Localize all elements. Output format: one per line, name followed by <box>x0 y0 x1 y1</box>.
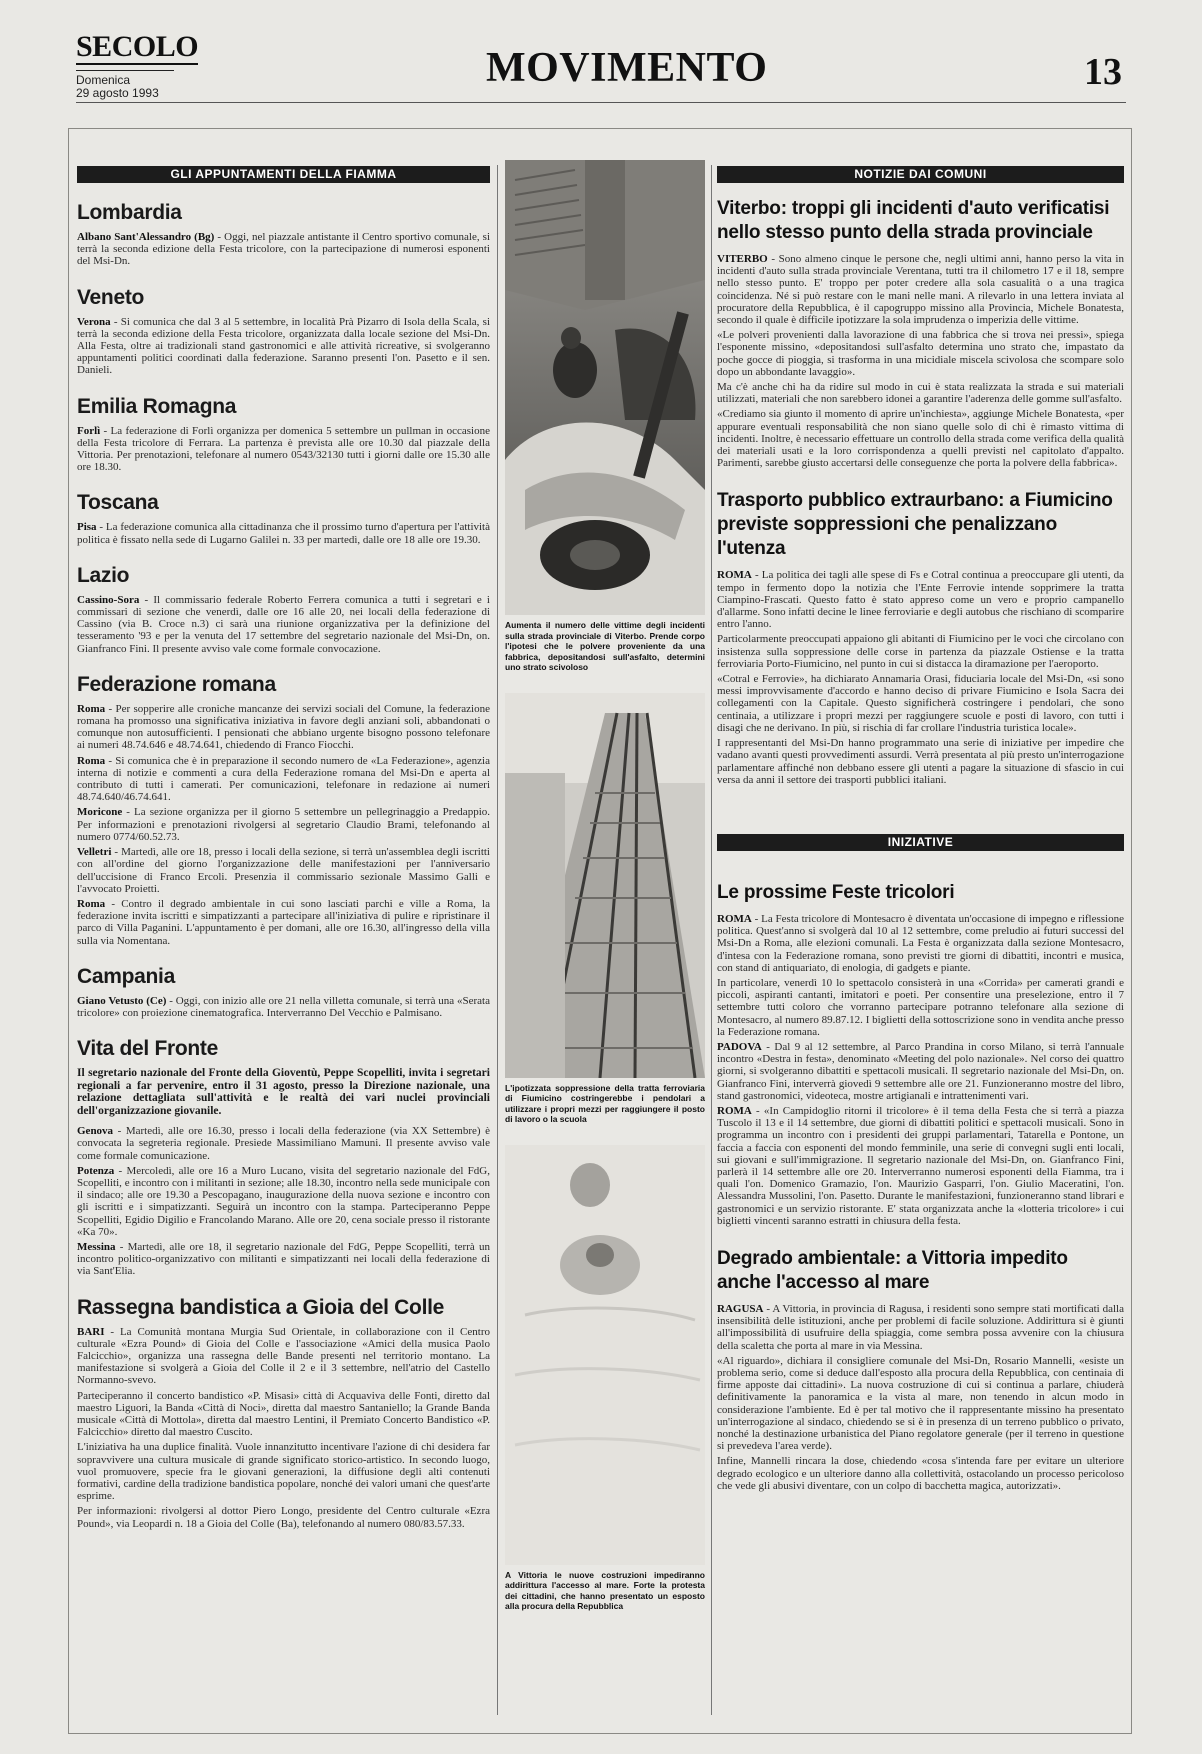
place-name: Moricone <box>77 806 123 819</box>
item-text: - La federazione di Forlì organizza per domenica 5 settembre un pullman in occasione della Festa tricolore di Ferrara. La partenza è prevista alle ore 10.30 dal piazzale della Vittoria. Per prenotazioni, telefonare al numero 0543/32130 tutti i giorni dalle ore 15.30 alle ore 18.30. <box>77 424 490 474</box>
paragraph-text: Infine, Mannelli rincara la dose, chiedendo «cosa s'intenda fare per evitare un ulteriore degrado ecologico e un ulteriore danno alla collettività, ostacolando un processo pericoloso che vede gli abusivi diventare, con un colpo di bacchetta magica, autorizzati». <box>717 1455 1124 1492</box>
place-name: BARI <box>77 1325 105 1338</box>
item-text: Per informazioni: rivolgersi al dottor Piero Longo, presidente del Centro culturale «Ezra Pound», via Leopardi n. 18 a Gioia del Colle (Ba), telefonando al numero 080/83.57.33. <box>77 1505 490 1530</box>
appointment-item <box>77 1125 490 1162</box>
place-name: Forlì <box>77 424 101 437</box>
page-number: 13 <box>1084 51 1122 93</box>
paragraph-text: I rappresentanti del Msi-Dn hanno programmato una serie di iniziative per impedire che vadano avanti questi provvedimenti assurdi. Verrà presentata al più presto un'interrogazione parlamentare affinché non debbano essere gli utenti a pagare la situazione di sfascio in cui versa da anni il settore dei trasporti pubblici italiani. <box>717 737 1124 786</box>
crash-photo <box>505 160 705 615</box>
item-text: - Si comunica che è in preparazione il secondo numero de «La Federazione», agenzia interna di notizie e commenti a cura della Federazione romana del Msi-Dn e aperta al contributo di tutti i camerati. Per comunicazioni, telefonare in redazione ai numeri 48.74.640/46.74.641. <box>77 754 490 804</box>
appointment-item <box>77 1390 490 1439</box>
paragraph-text: - La politica dei tagli alle spese di Fs e Cotral continua a preoccupare gli utenti, da tempo in fermento dopo la notizia che l'Ente Ferrovie intende sopprimere la tratta Ciampino-Frascati. Questo fatto è stato appreso come un vero e proprio campanello d'allarme. Sono infatti decine le linee ferroviarie e degli autobus che rischiano di scomparire entro l'anno. <box>717 569 1124 631</box>
appointment-item <box>77 755 490 804</box>
item-text: - Mercoledì, alle ore 16 a Muro Lucano, visita del segretario nazionale del FdG, Scopelliti, e incontro con i militanti in sezione; alle 18.30, incontro nella sede municipale con il sindaco; alle ore 19.30 a Pescopagano, inaugurazione della nuova sezione e incontro con gli iscritti e i simpatizzanti. Seguirà un incontro con la stampa. Parteciperanno Peppe Scopelliti, Egidio Digilio e Francolando Marano. Alle ore 20, cena sociale presso il ristorante «Ka 70». <box>77 1164 490 1238</box>
paragraph-text: - Sono almeno cinque le persone che, negli ultimi anni, hanno perso la vita in incidenti d'auto sulla strada provinciale Verentana, tutti tra il chilometro 17 e il 18, sempre nello stesso punto. E' troppo per poter credere alla sola casualità o a una tragica coincidenza. Né si può restare con le mani nelle mani. A rilevarlo in una lettera inviata al procuratore della Repubblica, è il capogruppo missino alla Provincia, Michele Bonatesta, secondo il quale è difficile ipotizzare la sola imprudenza o imperizia delle vittime. <box>717 253 1124 327</box>
place-name: Genova <box>77 1125 114 1138</box>
paragraph-text: - Dal 9 al 12 settembre, al Parco Prandina in corso Milano, si terrà l'annuale incontro «Destra in festa», denominato «Meeting del polo nazionale». Nel corso dei quattro giorni, si svolgeranno dibattiti e spettacoli musicali. Il segretario nazionale del Msi-Dn, on. Gianfranco Fini, interverrà giovedì 9 settembre alle ore 21. Funzioneranno mostre del libro, stand gastronomici, videoteca, mostre artigianali e intrattenimenti vari. <box>717 1040 1124 1102</box>
masthead <box>76 30 1126 100</box>
paragraph-text: - «In Campidoglio ritorni il tricolore» è il tema della Festa che si terrà a piazza Tuscolo il 13 e il 14 settembre, due giorni di dibattiti politici e spettacoli musicali. Sono in programma un incontro con i presidenti dei gruppi parlamentari, Tatarella e Pontone, un faccia a faccia con esponenti del mondo femminile, una serie di convegni sugli enti locali, sui giovani e sull'immigrazione. Il segretario nazionale del Msi-Dn, on. Gianfranco Fini, parlerà il 14 settembre alle ore 20. Interverranno numerosi esponenti della Fiamma, tra i quali l'on. Domenico Gramazio, l'on. Maurizio Gasparri, l'on. Giulio Maceratini, l'on. Alessandra Mussolini, l'on. Pasetto. Durante le manifestazioni, funzioneranno stand librari e gastronomici e un servizio ristorante. E' stata organizzata anche la «lotteria tricolore» i cui biglietti vincenti saranno estratti in chiusura della festa. <box>717 1104 1124 1227</box>
region-heading: Campania <box>77 964 175 988</box>
lead-paragraph: Il segretario nazionale del Fronte della Gioventù, Peppe Scopelliti, invita i segretari regionali a far pervenire, entro il 31 agosto, presso la Direzione nazionale, una relazione dettagliata sull'attività e le realtà dei vari nuclei provinciali dell'organizzazione giovanile. <box>77 1067 490 1117</box>
article-paragraph <box>717 673 1124 734</box>
article-paragraph <box>717 977 1124 1038</box>
region-heading: Toscana <box>77 491 159 515</box>
place-name: Pisa <box>77 521 97 534</box>
article-paragraph <box>717 1041 1124 1102</box>
appointment-item <box>77 846 490 895</box>
article-paragraph <box>717 1455 1124 1492</box>
article-paragraph <box>717 569 1124 630</box>
photo-column <box>505 160 705 1628</box>
appointment-item <box>77 703 490 752</box>
item-text: - Martedì, alle ore 18, presso i locali della sezione, si terrà un'assemblea degli iscritti con all'ordine del giorno l'organizzazione delle manifestazioni per l'anniversario dell'uccisione di Franco Ercoli. Presenzia il commissario sezionale Massimo Galli e l'avvocato Proietti. <box>77 846 490 895</box>
region-heading: Federazione romana <box>77 672 276 696</box>
dateline-place: VITERBO <box>717 253 768 265</box>
railway-photo-image <box>505 693 705 1078</box>
appointment-item <box>77 1505 490 1529</box>
article-paragraph <box>717 737 1124 786</box>
news-column <box>717 160 1124 1495</box>
appointment-item <box>77 1165 490 1238</box>
item-text: - La federazione comunica alla cittadinanza che il prossimo turno d'apertura per l'attività politica è fissato nella sede di Lugarno Galilei n. 33 per martedì, dalle ore 18 alle ore 19.30. <box>77 521 490 546</box>
railway-photo <box>505 693 705 1078</box>
article-paragraph <box>717 253 1124 326</box>
place-name: Verona <box>77 315 111 328</box>
item-text: - Martedì, alle ore 16.30, presso i locali della federazione (via XX Settembre) è convocata la segreteria regionale. Presiede Massimiliano Mamuni. Il presente avviso vale come formale comunicazione. <box>77 1125 490 1162</box>
region-heading: Vita del Fronte <box>77 1037 218 1061</box>
article-paragraph <box>717 1105 1124 1227</box>
place-name: Roma <box>77 702 106 715</box>
paragraph-text: Particolarmente preoccupati appaiono gli abitanti di Fiumicino per le voci che circolano con insistenza sulla soppressione delle corse in partenza da piazzale Ostiense e la tratta ferroviaria Porto-Fiumicino, nel punto in cui si distacca la diramazione per l'aeroporto. <box>717 633 1124 670</box>
region-heading: Rassegna bandistica a Gioia del Colle <box>77 1295 445 1319</box>
region-heading: Emilia Romagna <box>77 394 237 418</box>
article-paragraph <box>717 1355 1124 1453</box>
crash-photo-image <box>505 160 705 615</box>
item-text: - La sezione organizza per il giorno 5 settembre un pellegrinaggio a Predappio. Per informazioni e prenotazioni rivolgersi al segretario Claudio Brami, telefonando al numero 0774/60.52.73. <box>77 806 490 843</box>
dateline <box>76 74 159 100</box>
article-paragraph <box>717 1303 1124 1352</box>
appointment-item <box>77 1241 490 1278</box>
paragraph-text: In particolare, venerdì 10 lo spettacolo consisterà in una «Corrida» per camerati grandi e piccoli, aspiranti cantanti, imitatori e poeti. Per consentire una preselezione, entro il 7 settembre tutti coloro che vorranno partecipare potranno telefonare alla sezione di Montesacro, al numero 89.87.12. I biglietti della sottoscrizione sono in vendita anche presso la Federazione romana. <box>717 976 1124 1038</box>
paragraph-text: «Le polveri provenienti dalla lavorazione di una fabbrica che si trova nei pressi», spiega l'esponente missino, «depositandosi sull'asfalto determina uno strato che, impastato da poche gocce di pioggia, si trasforma in una micidiale miscela scivolosa che scompare solo dopo un abbondante lavaggio». <box>717 329 1124 378</box>
issue-day: Domenica <box>76 73 131 87</box>
article-paragraph <box>717 329 1124 378</box>
dateline-place: ROMA <box>717 569 752 582</box>
appointment-item <box>77 594 490 655</box>
newspaper-logo: SECOLO <box>76 30 199 63</box>
section-title: MOVIMENTO <box>486 45 768 91</box>
place-name: Messina <box>77 1240 116 1253</box>
article-paragraph <box>717 408 1124 469</box>
logo-underline <box>76 66 174 71</box>
item-text: - Martedì, alle ore 18, il segretario nazionale del FdG, Peppe Scopelliti, terrà un incontro politico-organizzativo con militanti e simpatizzanti nei locali della federazione di via Sant'Elia. <box>77 1240 490 1278</box>
column-rule-left <box>497 165 498 1715</box>
column-rule-right <box>711 165 712 1715</box>
place-name: Roma <box>77 754 106 767</box>
appointment-item <box>77 231 490 268</box>
beach-photo <box>505 1145 705 1565</box>
appointment-item <box>77 521 490 545</box>
place-name: Roma <box>77 897 106 910</box>
crash-photo-caption: Aumenta il numero delle vittime degli incidenti sulla strada provinciale di Viterbo. Prende corpo l'ipotesi che le polvere proveniente da una fabbrica, depositandosi sull'asfalto, determini uno strato scivoloso <box>505 620 705 672</box>
paragraph-text: «Crediamo sia giunto il momento di aprire un'inchiesta», aggiunge Michele Bonatesta, «per appurare eventuali responsabilità che non siano quelle solo di chi è rimasto vittima di incidenti. Inoltre, è necessario effettuare un controllo della strada come verifica della qualità dei materiali usati e la loro corrispondenza a quelli previsti nel capitolato d'appalto. Parimenti, sarebbe giusto accertarsi delle conseguenze che porta la polvere della fabbrica». <box>717 408 1124 470</box>
dateline-place: ROMA <box>717 1104 752 1117</box>
appointment-item <box>77 995 490 1019</box>
paragraph-text: - La Festa tricolore di Montesacro è diventata un'occasione di impegno e riflessione politica. Quest'anno si svolgerà dal 10 al 12 settembre, come preludio ai futuri successi del Msi-Dn a Roma, alle elezioni comunali. La Festa è organizzata dalla sezione Montesacro, d'intesa con la Federazione romana, sono previsti tre giorni di dibattiti, incontri e musica, con stand di antiquariato, di enologia, di gadgets e piante. <box>717 912 1124 974</box>
beach-photo-caption: A Vittoria le nuove costruzioni impediranno addirittura l'accesso al mare. Forte la protesta dei cittadini, che hanno presentato un esposto alla procura della Repubblica <box>505 1569 705 1611</box>
article-paragraph <box>717 381 1124 405</box>
masthead-rule <box>76 102 1126 103</box>
article-headline: Viterbo: troppi gli incidenti d'auto verificatisi nello stesso punto della strada provinciale <box>717 198 1110 243</box>
region-heading: Lazio <box>77 563 130 587</box>
appointment-item <box>77 806 490 843</box>
paragraph-text: «Al riguardo», dichiara il consigliere comunale del Msi-Dn, Rosario Mannelli, «esiste un problema serio, come si deduce dall'esposto alla procura della Repubblica, con centinaia di firme apposte dai cittadini». La nuova costruzione di cui si continua a parlare, chiuderà definitivamente la panoramica e la vista al mare, non tenendo in alcun modo in considerazione l'ambiente. Ed è per tal motivo che il rappresentante missino ha presentato un'interrogazione al sindaco, chiedendo se si è in presenza di un terreno pubblico o privato, nonché la destinazione urbanistica del Piano regolatore generale (per il terreno in questione si prevedeva l'area verde). <box>717 1354 1124 1453</box>
appointment-item <box>77 1441 490 1502</box>
appointments-banner: GLI APPUNTAMENTI DELLA FIAMMA <box>77 166 490 183</box>
appointments-column <box>77 160 490 1533</box>
article-paragraph <box>717 633 1124 670</box>
place-name: Velletri <box>77 846 112 859</box>
item-text: - Il commissario federale Roberto Ferrera comunica a tutti i segretari e i commissari di sezione che venerdì, dalle ore 16 alle 20, nei locali della federazione di Cassino (via B. Croce n.3) ci sarà una riunione organizzativa per la definizione del tesseramento '93 e per la venuta del 17 settembre del segretario nazionale del Msi-Dn, on. Gianfranco Fini. Il presente avviso vale come formale convocazione. <box>77 593 490 655</box>
item-text: Parteciperanno il concerto bandistico «P. Misasi» città di Acquaviva delle Fonti, diretto dal maestro Liguori, la Banda «Città di Noci», diretta dal maestro Santaniello; la Grande Banda musicale «Città di Mottola», diretta dal maestro Lentini, il Premiato Concerto Bandistico «P. Falcicchio» diretto dal maestro Cuscito. <box>77 1389 490 1439</box>
article-headline: Degrado ambientale: a Vittoria impedito anche l'accesso al mare <box>717 1247 1068 1293</box>
news-banner: NOTIZIE DAI COMUNI <box>717 166 1124 183</box>
region-heading: Veneto <box>77 285 145 309</box>
place-name: Potenza <box>77 1164 115 1177</box>
railway-photo-caption: L'ipotizzata soppressione della tratta ferroviaria di Fiumicino costringerebbe i pendolari a utilizzare i propri mezzi per raggiungere il posto di lavoro o la scuola <box>505 1082 705 1124</box>
article-paragraph <box>717 913 1124 974</box>
article-headline: Le prossime Feste tricolori <box>717 881 955 903</box>
item-text: - Oggi, con inizio alle ore 21 nella villetta comunale, si terrà una «Serata tricolore» con proiezione cinematografica. Interverranno Del Vecchio e Palmisano. <box>77 994 490 1019</box>
appointment-item <box>77 316 490 377</box>
paragraph-text: «Cotral e Ferrovie», ha dichiarato Annamaria Orasi, fiduciaria locale del Msi-Dn, «si sono messi improvvisamente d'accordo e hanno deciso di privare Fiumicino e Isola Sacra dei collegamenti con la Capitale. Questo significherà costringere i pendolari, che sono centinaia, a utilizzare i propri mezzi per raggiungere scuole e posti di lavoro, con tutti i disagi che ne derivano. In più, si rischia di far crollare l'industria turistica locale». <box>717 673 1124 734</box>
dateline-place: RAGUSA <box>717 1302 764 1315</box>
item-text: L'iniziativa ha una duplice finalità. Vuole innanzitutto incentivare l'azione di chi desidera far sopravvivere una cultura musicale di grande significato storico-artistico. In secondo luogo, vuol promuovere, specie fra le giovani generazioni, la diffusione degli alti contenuti formativi, cardine della tradizione bandistica popolare, nonché dei valori umani che quest'arte esprime. <box>77 1441 490 1503</box>
dateline-place: ROMA <box>717 912 752 925</box>
place-name: Cassino-Sora <box>77 593 140 606</box>
article-headline: Trasporto pubblico extraurbano: a Fiumicino previste soppressioni che penalizzano l'utenza <box>717 490 1113 560</box>
place-name: Albano Sant'Alessandro (Bg) <box>77 231 215 243</box>
appointment-item <box>77 425 490 474</box>
region-heading: Lombardia <box>77 201 182 224</box>
initiatives-banner: INIZIATIVE <box>717 834 1124 851</box>
item-text: - Si comunica che dal 3 al 5 settembre, in località Prà Pizarro di Isola della Scala, si terrà la seconda edizione della Festa tricolore, organizzata dalla locale sezione del Msi-Dn. Alla Festa, oltre ai tradizionali stand gastronomici e alle attività ricreative, si svolgeranno appuntamenti politici coordinati dalla federazione. Saranno presenti l'on. Pasetto e il sen. Danieli. <box>77 315 490 377</box>
paragraph-text: Ma c'è anche chi ha da ridire sul modo in cui è stata realizzata la strada e sui materiali utilizzati, materiali che non sarebbero idonei a garantire l'aderenza delle gomme sull'asfalto. <box>717 381 1124 406</box>
item-text: - Oggi, nel piazzale antistante il Centro sportivo comunale, si terrà la seconda edizione della Festa tricolore, con la partecipazione di numerosi esponenti del Msi-Dn. <box>77 231 491 268</box>
place-name: Giano Vetusto (Ce) <box>77 994 167 1007</box>
appointment-item <box>77 898 490 947</box>
beach-photo-image <box>505 1145 705 1565</box>
dateline-place: PADOVA <box>717 1040 762 1053</box>
appointment-item <box>77 1326 490 1387</box>
item-text: - La Comunità montana Murgia Sud Orientale, in collaborazione con il Centro culturale «Ezra Pound» di Gioia del Colle e l'associazione «Amici della musica Paolo Falcicchio», organizza una rassegna delle Bande presenti nel territorio montano. La manifestazione si svolgerà a Gioia del Colle il 2 e il 3 settembre, nell'atrio del Castello Normanno-svevo. <box>77 1325 490 1387</box>
issue-date: 29 agosto 1993 <box>76 86 159 100</box>
paragraph-text: - A Vittoria, in provincia di Ragusa, i residenti sono sempre stati mortificati dalla insensibilità delle istituzioni, anche per problemi di facile soluzione. Addirittura si è giunti all'impossibilità di usufruire della spiaggia, come sembra possa avvenire con la chiusura della scaletta che porta al mare in via Messina. <box>717 1302 1124 1352</box>
item-text: - Per sopperire alle croniche mancanze dei servizi sociali del Comune, la federazione romana ha promosso una significativa iniziativa in favore degli anziani soli, abbandonati o comunque non autosufficienti. I pensionati che abbiano urgente bisogno possono telefonare ai numeri 48.74.646 e 48.74.641, chiedendo di Franco Fiocchi. <box>77 702 490 752</box>
item-text: - Contro il degrado ambientale in cui sono lasciati parchi e ville a Roma, la federazione invita iscritti e simpatizzanti a partecipare all'iniziativa di pulire e ripristinare il parco di Villa Paganini. L'appuntamento è per domani, alle ore 16.30, all'ingresso della villa sulla via Nomentana. <box>77 897 490 947</box>
